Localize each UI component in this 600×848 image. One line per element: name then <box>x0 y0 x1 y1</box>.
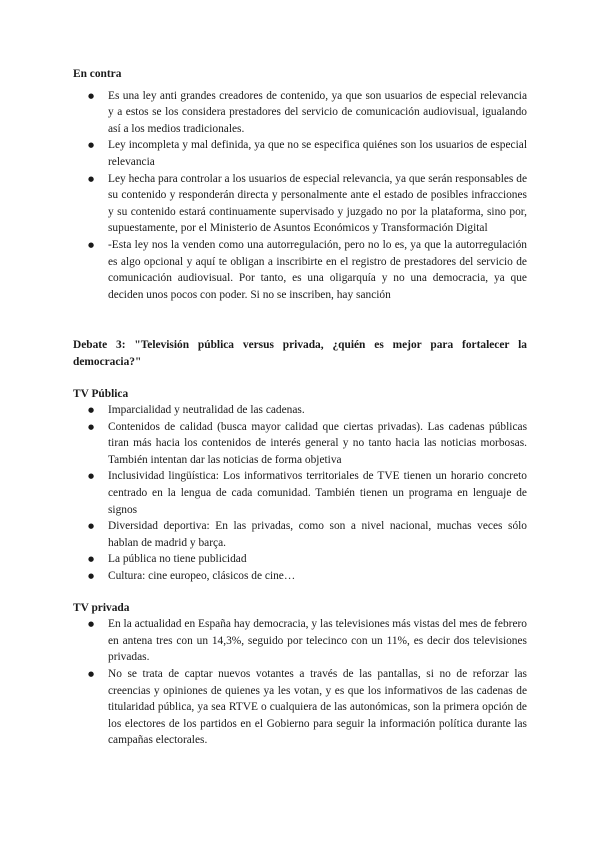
list-item: ● Ley hecha para controlar a los usuarios de especial relevancia, ya que serán responsables de su contenido y responderán directa y personalmente ante el estado de posibles infracciones y su contenido estará continuamente supervisado y juzgado no por la plataforma, sino por, supuestamente, por el Ministerio de Asuntos Económicos y Transformación Digital <box>73 171 527 237</box>
section-en-contra <box>73 66 527 303</box>
heading-tv-privada: TV privada <box>73 601 130 614</box>
list-item: ● La pública no tiene publicidad <box>73 551 527 568</box>
list-item: ● Inclusividad lingüística: Los informativos territoriales de TVE tienen un horario concreto centrado en la lengua de cada comunidad. También tienen un programa en lenguaje de signos <box>73 468 527 518</box>
list-item: ● Imparcialidad y neutralidad de las cadenas. <box>73 402 527 419</box>
list-tv-privada <box>73 616 527 749</box>
list-item: ● Cultura: cine europeo, clásicos de cine… <box>73 568 527 585</box>
document-page <box>73 66 527 749</box>
list-item: ● -Esta ley nos la venden como una autorregulación, pero no lo es, ya que la autorregulación es algo opcional y aquí te obligan a inscribirte en el registro de prestadores del servicio de comunicación audiovisual. Por tanto, es una oligarquía y no una democracia, ya que deciden unos pocos con poder. Si no se inscriben, hay sanción <box>73 237 527 303</box>
list-item: ● En la actualidad en España hay democracia, y las televisiones más vistas del mes de febrero en antena tres con un 14,3%, seguido por telecinco con un 11%, es decir dos televisiones privadas. <box>73 616 527 666</box>
list-tv-publica <box>73 402 527 585</box>
heading-en-contra: En contra <box>73 68 122 80</box>
list-item: ● Contenidos de calidad (busca mayor calidad que ciertas privadas). Las cadenas públicas tiran más hacia los contenidos de interés general y no tanto hacia las noticias morbosas. También intentan dar las noticias de forma objetiva <box>73 419 527 469</box>
list-item: ● Diversidad deportiva: En las privadas, como son a nivel nacional, muchas veces sólo hablan de madrid y barça. <box>73 518 527 551</box>
heading-tv-publica: TV Pública <box>73 387 129 400</box>
list-en-contra <box>73 88 527 304</box>
section-tv-privada <box>73 600 527 749</box>
section-tv-publica <box>73 386 527 585</box>
list-item: ● No se trata de captar nuevos votantes a través de las pantallas, si no de reforzar las creencias y opiniones de quienes ya les votan, y es que los informativos de las cadenas de titularidad pública, ya sea RTVE o cualquiera de las autonómicas, son la primera opción de los electores de los partidos en el Gobierno para seguir la información política durante las campañas electorales. <box>73 666 527 749</box>
heading-debate-3: Debate 3: "Televisión pública versus privada, ¿quién es mejor para fortalecer la democracia?" <box>73 339 527 368</box>
list-item: ● Ley incompleta y mal definida, ya que no se especifica quiénes son los usuarios de especial relevancia <box>73 137 527 170</box>
list-item: ● Es una ley anti grandes creadores de contenido, ya que son usuarios de especial relevancia y a estos se los considera prestadores del servicio de comunicación audiovisual, igualando así a los medios tradicionales. <box>73 88 527 138</box>
